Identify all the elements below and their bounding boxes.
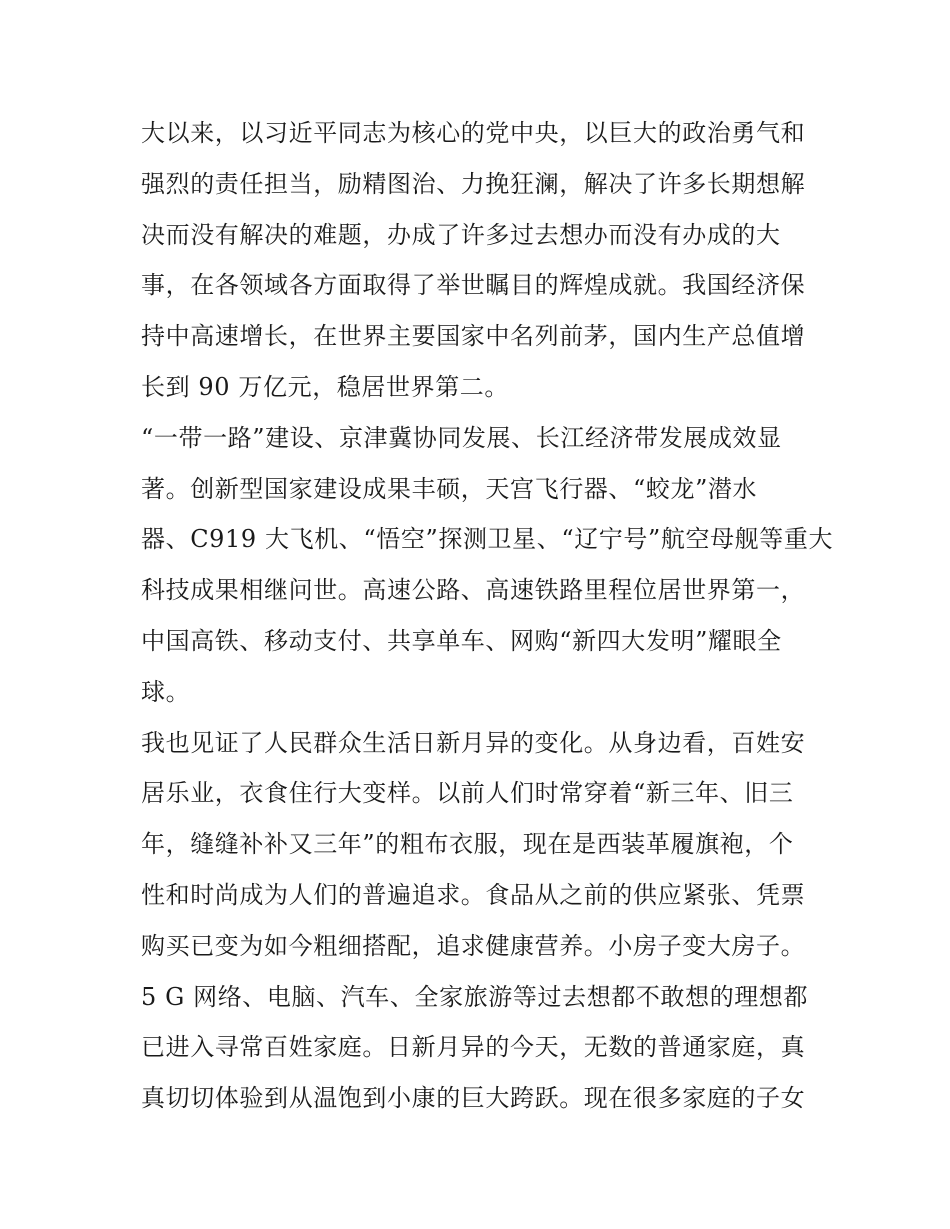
text-line: 持中高速增长，在世界主要国家中名列前茅，国内生产总值增 bbox=[141, 322, 806, 351]
text-line: 球。 bbox=[141, 677, 191, 706]
text-line: 性和时尚成为人们的普遍追求。食品从之前的供应紧张、凭票 bbox=[141, 880, 806, 909]
text-line: “一带一路”建设、京津冀协同发展、长江经济带发展成效显 bbox=[141, 423, 782, 452]
text-line: 居乐业，衣食住行大变样。以前人们时常穿着“新三年、旧三 bbox=[141, 779, 794, 808]
text-line: 年，缝缝补补又三年”的粗布衣服，现在是西装革履旗袍，个 bbox=[141, 830, 794, 859]
text-line: 购买已变为如今粗细搭配，追求健康营养。小房子变大房子。 bbox=[141, 931, 806, 960]
text-line: 著。创新型国家建设成果丰硕，天宫飞行器、“蛟龙”潜水 bbox=[141, 474, 758, 503]
text-line: 强烈的责任担当，励精图治、力挽狂澜，解决了许多长期想解 bbox=[141, 169, 806, 198]
text-line: 真切切体验到从温饱到小康的巨大跨跃。现在很多家庭的子女 bbox=[141, 1084, 806, 1113]
text-line: 大以来，以习近平同志为核心的党中央，以巨大的政治勇气和 bbox=[141, 119, 806, 147]
text-line: 已进入寻常百姓家庭。日新月异的今天，无数的普通家庭，真 bbox=[141, 1033, 806, 1062]
text-line: 5 G 网络、电脑、汽车、全家旅游等过去想都不敢想的理想都 bbox=[141, 982, 809, 1011]
text-line: 科技成果相继问世。高速公路、高速铁路里程位居世界第一， bbox=[141, 576, 806, 605]
text-line: 中国高铁、移动支付、共享单车、网购“新四大发明”耀眼全 bbox=[141, 626, 782, 655]
body-text bbox=[141, 108, 834, 1124]
text-line: 决而没有解决的难题，办成了许多过去想办而没有办成的大 bbox=[141, 220, 781, 249]
text-line: 器、C919 大飞机、“悟空”探测卫星、“辽宁号”航空母舰等重大 bbox=[141, 525, 834, 554]
text-line: 事，在各领域各方面取得了举世瞩目的辉煌成就。我国经济保 bbox=[141, 271, 806, 300]
text-line: 长到 90 万亿元，稳居世界第二。 bbox=[141, 372, 509, 401]
text-line: 我也见证了人民群众生活日新月异的变化。从身边看，百姓安 bbox=[141, 728, 806, 757]
